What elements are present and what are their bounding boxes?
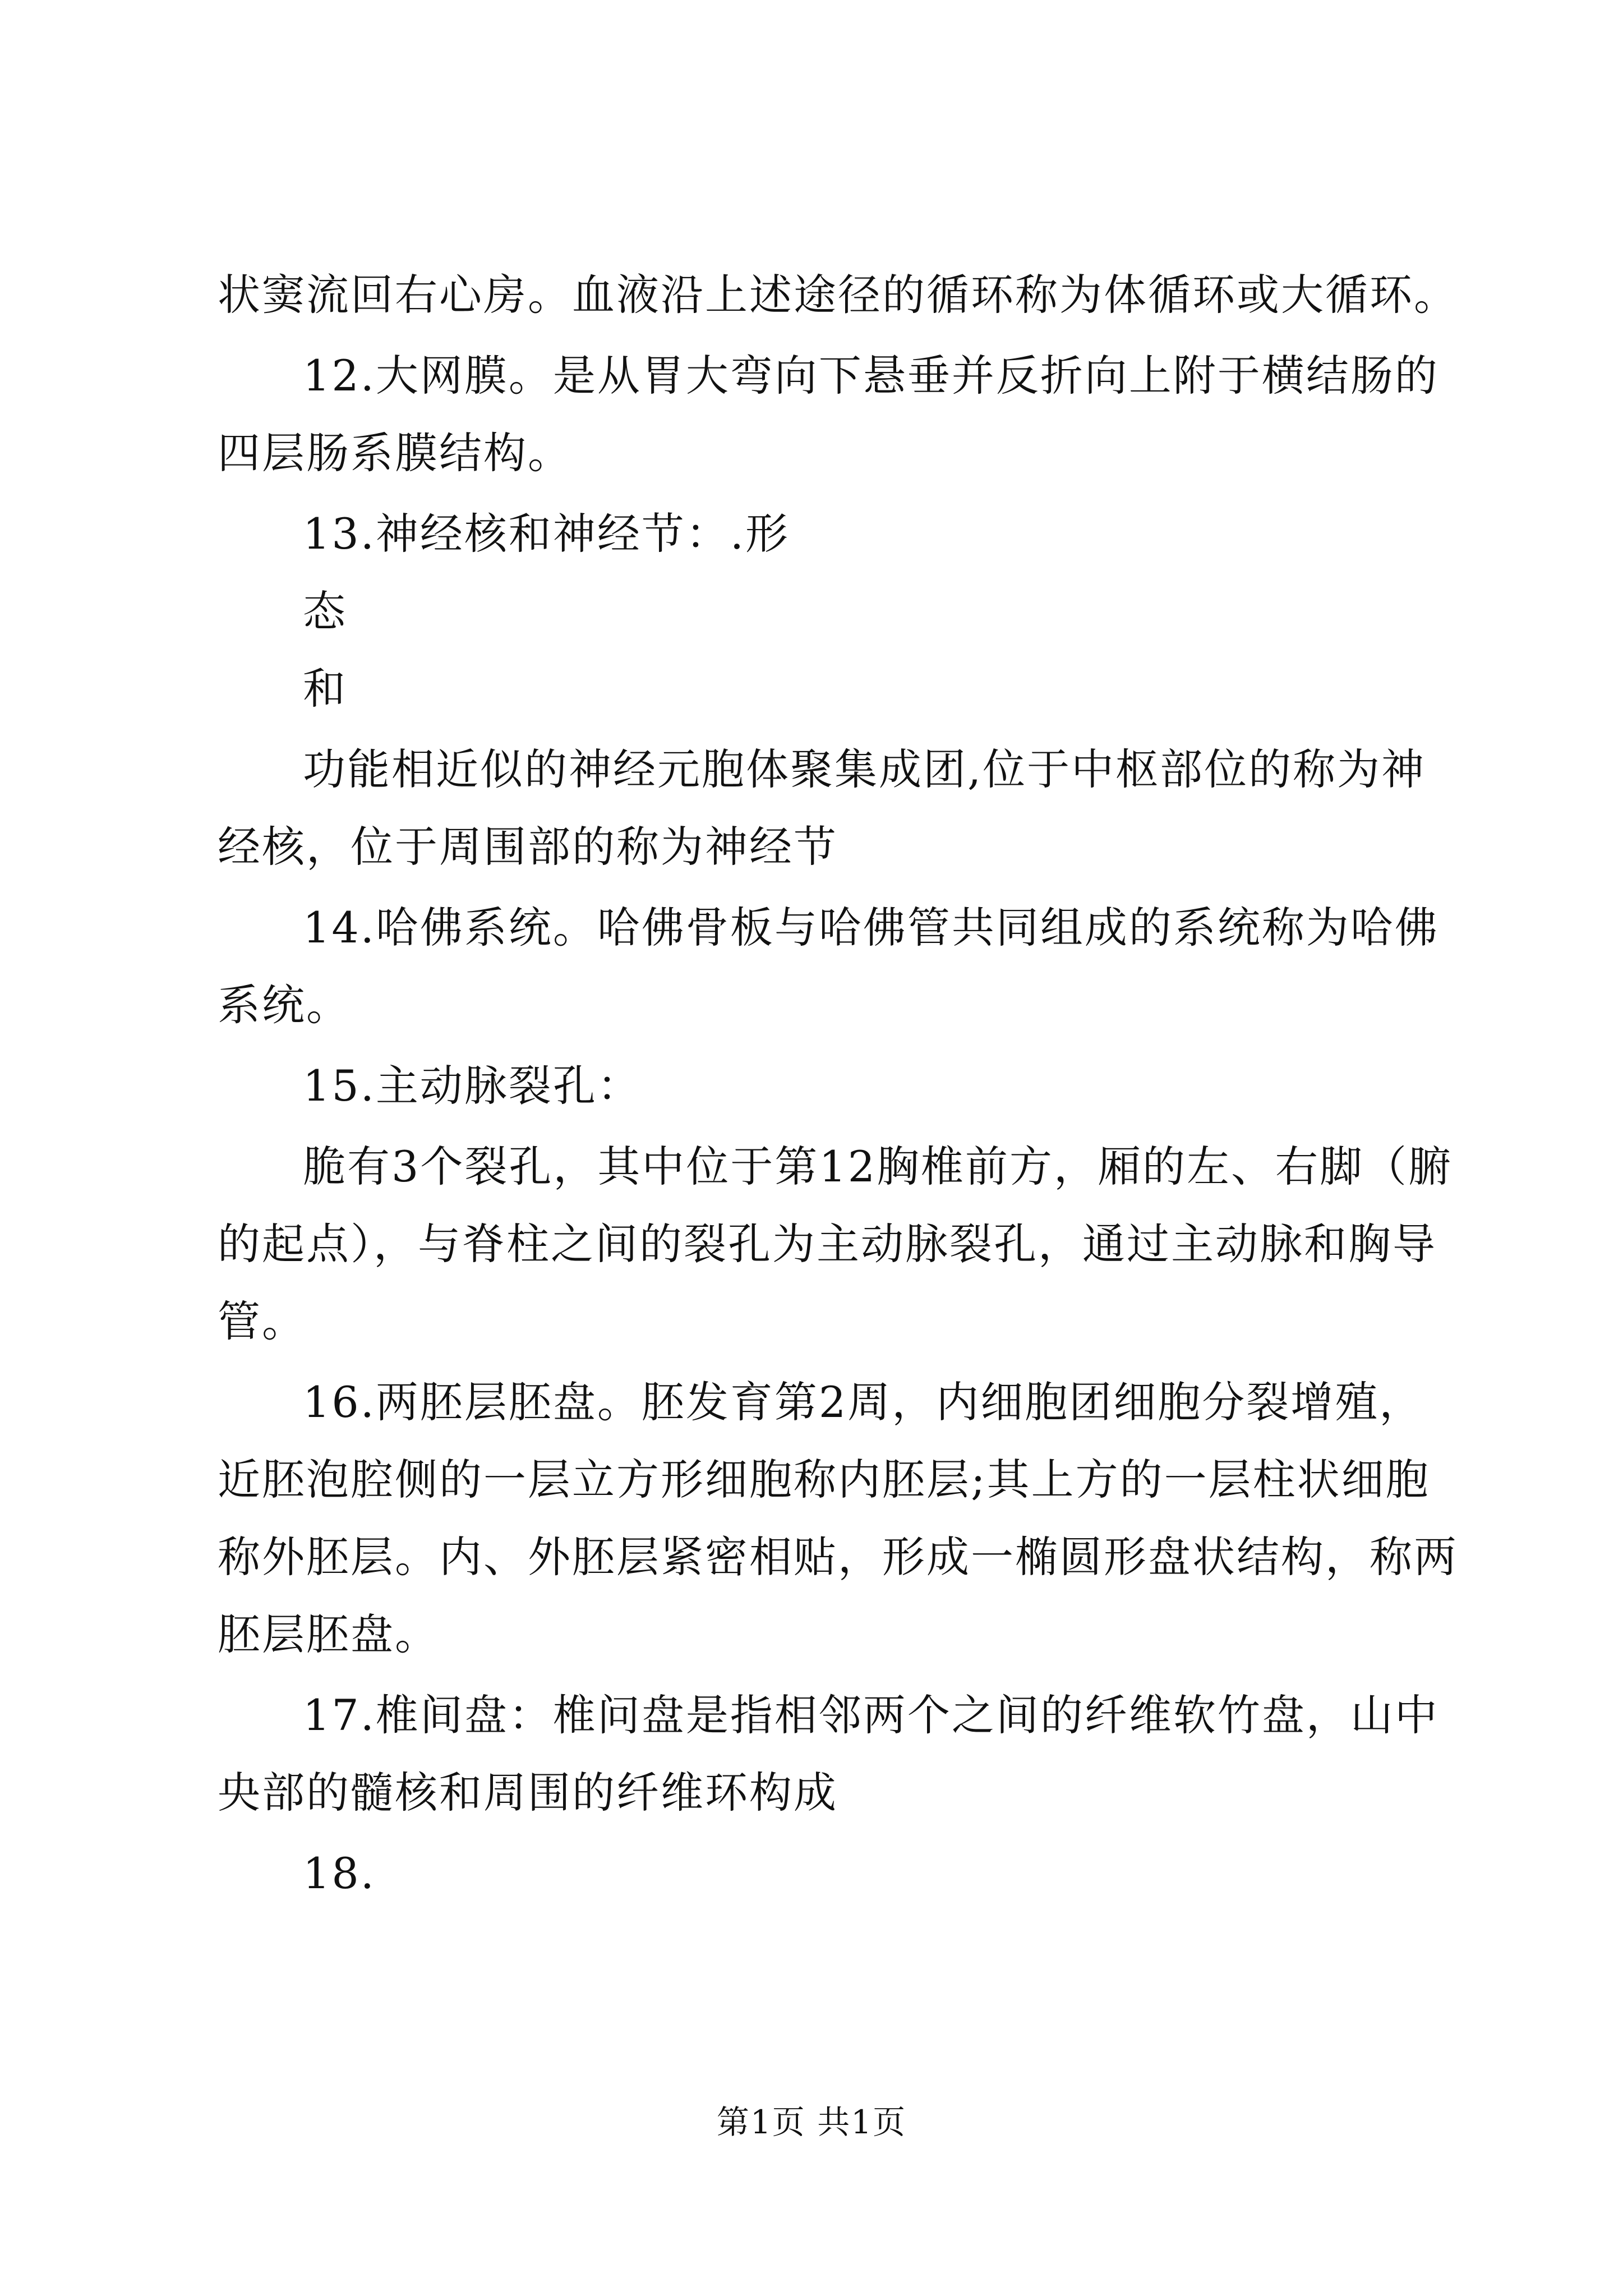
text-line: 状窦流回右心房。血液沿上述途径的循环称为体循环或大循环。 <box>218 270 1458 320</box>
item-18-heading: 18. <box>303 1848 376 1898</box>
text-line: 脆有3个裂孔，其中位于第12胸椎前方，厢的左、右脚（腑 <box>303 1142 1453 1191</box>
text-line: 央部的髓核和周围的纤维环构成 <box>218 1768 838 1818</box>
text-line: 四层肠系膜结构。 <box>218 428 572 478</box>
item-12-heading: 12.大网膜。是从胃大弯向下悬垂并反折向上附于横结肠的 <box>303 351 1439 401</box>
text-line: 管。 <box>218 1296 306 1346</box>
text-line: 态 <box>303 586 347 636</box>
text-line: 经核，位于周围部的称为神经节 <box>218 822 838 872</box>
text-line: 近胚泡腔侧的一层立方形细胞称内胚层;其上方的一层柱状细胞 <box>218 1455 1430 1504</box>
item-15-heading: 15.主动脉裂孔： <box>303 1061 642 1111</box>
item-13-heading: 13.神经核和神经节：.形 <box>303 509 790 559</box>
text-line: 和 <box>303 664 347 714</box>
item-14-heading: 14.哈佛系统。哈佛骨板与哈佛管共同组成的系统称为哈佛 <box>303 903 1439 953</box>
page-number-footer: 第1页 共1页 <box>716 2103 907 2141</box>
text-line: 系统。 <box>218 980 351 1030</box>
item-17-heading: 17.椎间盘：椎问盘是指相邻两个之间的纤维软竹盘，山中 <box>303 1690 1439 1740</box>
document-body <box>218 268 1458 1901</box>
text-line: 的起点），与脊柱之间的裂孔为主动脉裂孔，通过主动脉和胸导 <box>218 1219 1437 1269</box>
text-line: 称外胚层。内、外胚层紧密相贴，形成一椭圆形盘状结构，称两 <box>218 1532 1458 1582</box>
text-line: 胚层胚盘。 <box>218 1609 439 1659</box>
text-line: 功能相近似的神经元胞体聚集成团,位于中枢部位的称为神 <box>303 744 1426 794</box>
item-16-heading: 16.两胚层胚盘。胚发育第2周，内细胞团细胞分裂增殖， <box>303 1377 1424 1427</box>
